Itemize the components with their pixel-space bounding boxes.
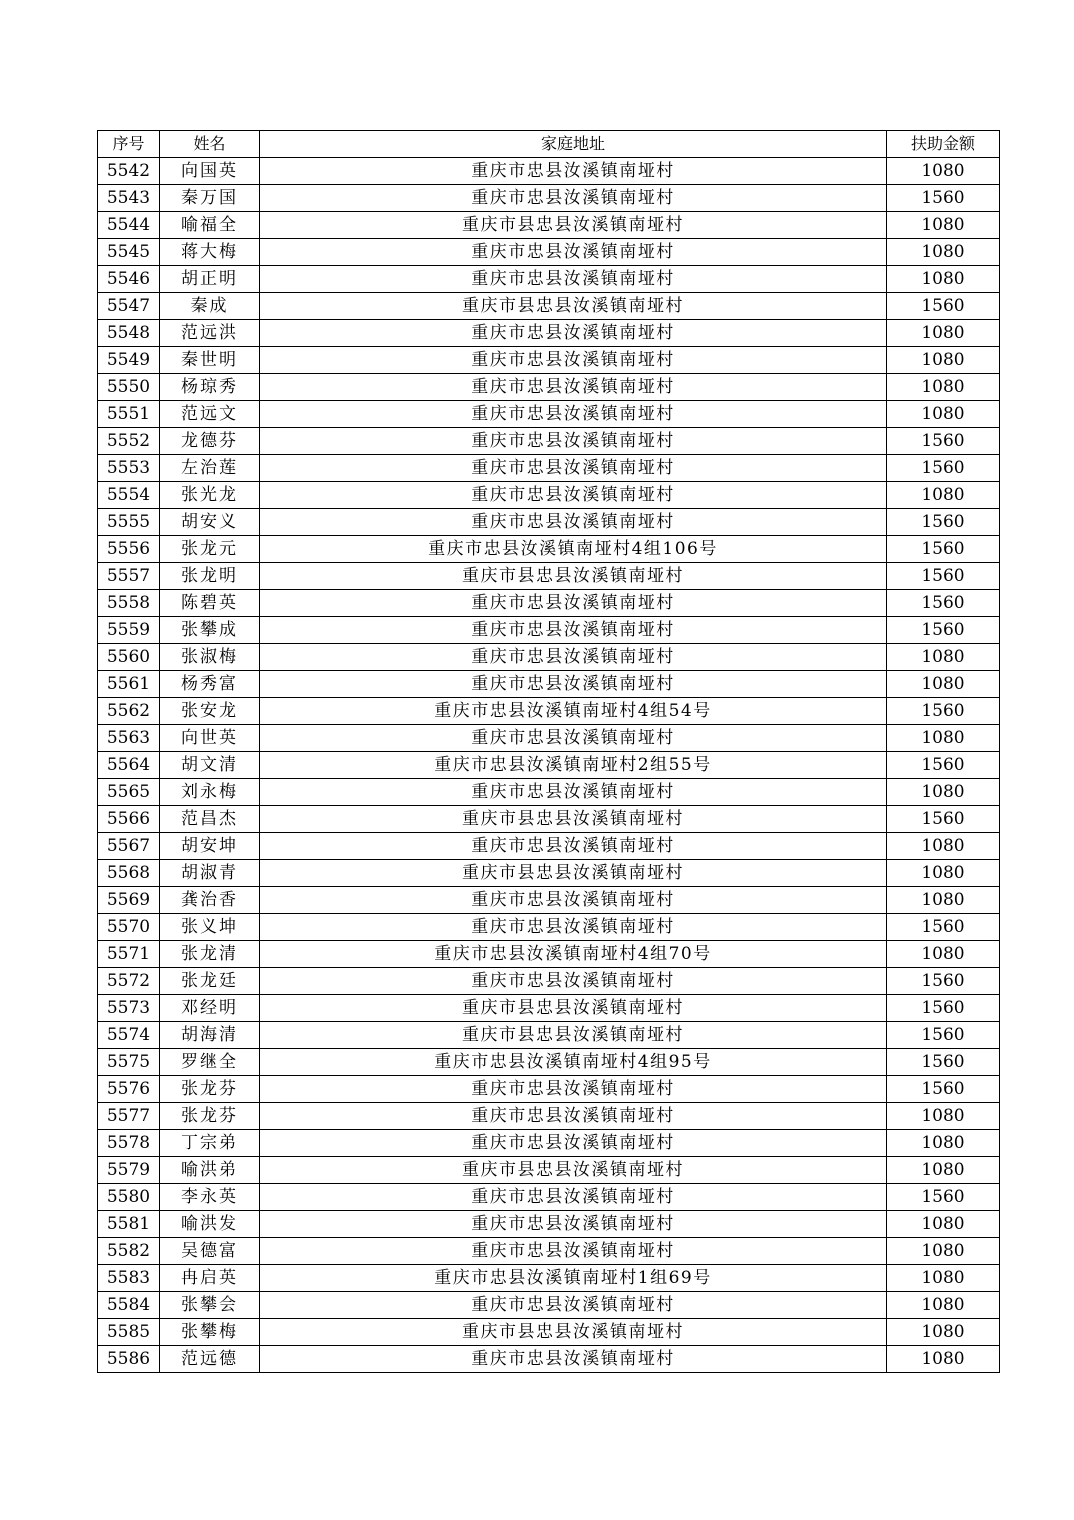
- cell-assistance-amount: 1080: [887, 482, 1000, 509]
- cell-home-address: 重庆市忠县汝溪镇南垭村: [260, 1346, 887, 1373]
- cell-serial-number: 5569: [98, 887, 160, 914]
- cell-assistance-amount: 1560: [887, 185, 1000, 212]
- cell-serial-number: 5572: [98, 968, 160, 995]
- cell-assistance-amount: 1080: [887, 1238, 1000, 1265]
- table-row: [98, 536, 1000, 563]
- cell-home-address: 重庆市忠县汝溪镇南垭村: [260, 968, 887, 995]
- cell-serial-number: 5563: [98, 725, 160, 752]
- table-row: [98, 293, 1000, 320]
- cell-assistance-amount: 1080: [887, 1346, 1000, 1373]
- cell-name: 李永英: [160, 1184, 260, 1211]
- cell-serial-number: 5560: [98, 644, 160, 671]
- cell-home-address: 重庆市县忠县汝溪镇南垭村: [260, 1022, 887, 1049]
- table-row: [98, 941, 1000, 968]
- cell-home-address: 重庆市忠县汝溪镇南垭村: [260, 320, 887, 347]
- cell-assistance-amount: 1080: [887, 1103, 1000, 1130]
- cell-name: 张龙芬: [160, 1076, 260, 1103]
- table-row: [98, 401, 1000, 428]
- cell-assistance-amount: 1560: [887, 698, 1000, 725]
- table-row: [98, 617, 1000, 644]
- cell-assistance-amount: 1560: [887, 509, 1000, 536]
- cell-serial-number: 5544: [98, 212, 160, 239]
- cell-serial-number: 5554: [98, 482, 160, 509]
- cell-serial-number: 5558: [98, 590, 160, 617]
- cell-serial-number: 5584: [98, 1292, 160, 1319]
- cell-serial-number: 5564: [98, 752, 160, 779]
- table-row: [98, 1022, 1000, 1049]
- cell-home-address: 重庆市忠县汝溪镇南垭村: [260, 644, 887, 671]
- cell-name: 胡海清: [160, 1022, 260, 1049]
- cell-assistance-amount: 1080: [887, 860, 1000, 887]
- cell-home-address: 重庆市忠县汝溪镇南垭村: [260, 914, 887, 941]
- cell-serial-number: 5557: [98, 563, 160, 590]
- cell-serial-number: 5543: [98, 185, 160, 212]
- cell-name: 陈碧英: [160, 590, 260, 617]
- cell-serial-number: 5566: [98, 806, 160, 833]
- table-row: [98, 1292, 1000, 1319]
- cell-home-address: 重庆市忠县汝溪镇南垭村: [260, 185, 887, 212]
- cell-serial-number: 5548: [98, 320, 160, 347]
- cell-name: 喻福全: [160, 212, 260, 239]
- cell-home-address: 重庆市忠县汝溪镇南垭村: [260, 428, 887, 455]
- cell-serial-number: 5568: [98, 860, 160, 887]
- cell-serial-number: 5586: [98, 1346, 160, 1373]
- table-row: [98, 455, 1000, 482]
- cell-home-address: 重庆市忠县汝溪镇南垭村: [260, 671, 887, 698]
- cell-home-address: 重庆市忠县汝溪镇南垭村: [260, 725, 887, 752]
- cell-assistance-amount: 1080: [887, 644, 1000, 671]
- cell-name: 张义坤: [160, 914, 260, 941]
- cell-home-address: 重庆市忠县汝溪镇南垭村: [260, 482, 887, 509]
- cell-serial-number: 5582: [98, 1238, 160, 1265]
- cell-name: 秦世明: [160, 347, 260, 374]
- cell-serial-number: 5555: [98, 509, 160, 536]
- cell-name: 杨秀富: [160, 671, 260, 698]
- cell-name: 向世英: [160, 725, 260, 752]
- table-row: [98, 968, 1000, 995]
- table-row: [98, 806, 1000, 833]
- cell-assistance-amount: 1080: [887, 401, 1000, 428]
- table-row: [98, 1319, 1000, 1346]
- cell-assistance-amount: 1560: [887, 1049, 1000, 1076]
- cell-serial-number: 5580: [98, 1184, 160, 1211]
- cell-home-address: 重庆市忠县汝溪镇南垭村: [260, 158, 887, 185]
- cell-serial-number: 5578: [98, 1130, 160, 1157]
- cell-assistance-amount: 1560: [887, 995, 1000, 1022]
- table-row: [98, 779, 1000, 806]
- cell-home-address: 重庆市忠县汝溪镇南垭村1组69号: [260, 1265, 887, 1292]
- cell-serial-number: 5551: [98, 401, 160, 428]
- cell-name: 张攀会: [160, 1292, 260, 1319]
- cell-assistance-amount: 1080: [887, 239, 1000, 266]
- table-row: [98, 914, 1000, 941]
- header-home-address: 家庭地址: [260, 131, 887, 158]
- table-row: [98, 725, 1000, 752]
- cell-name: 罗继全: [160, 1049, 260, 1076]
- cell-home-address: 重庆市县忠县汝溪镇南垭村: [260, 293, 887, 320]
- cell-assistance-amount: 1560: [887, 536, 1000, 563]
- table-row: [98, 698, 1000, 725]
- cell-assistance-amount: 1560: [887, 428, 1000, 455]
- cell-home-address: 重庆市忠县汝溪镇南垭村: [260, 401, 887, 428]
- cell-home-address: 重庆市忠县汝溪镇南垭村: [260, 239, 887, 266]
- table-row: [98, 1265, 1000, 1292]
- cell-home-address: 重庆市忠县汝溪镇南垭村: [260, 509, 887, 536]
- cell-name: 张攀成: [160, 617, 260, 644]
- table-row: [98, 347, 1000, 374]
- cell-assistance-amount: 1080: [887, 266, 1000, 293]
- table-row: [98, 1157, 1000, 1184]
- table-row: [98, 644, 1000, 671]
- table-row: [98, 374, 1000, 401]
- cell-home-address: 重庆市忠县汝溪镇南垭村: [260, 266, 887, 293]
- cell-assistance-amount: 1080: [887, 671, 1000, 698]
- cell-serial-number: 5576: [98, 1076, 160, 1103]
- cell-serial-number: 5567: [98, 833, 160, 860]
- cell-name: 左治莲: [160, 455, 260, 482]
- table-row: [98, 158, 1000, 185]
- header-assistance-amount: 扶助金额: [887, 131, 1000, 158]
- table-row: [98, 995, 1000, 1022]
- cell-name: 范昌杰: [160, 806, 260, 833]
- cell-serial-number: 5574: [98, 1022, 160, 1049]
- cell-assistance-amount: 1560: [887, 293, 1000, 320]
- cell-serial-number: 5579: [98, 1157, 160, 1184]
- cell-assistance-amount: 1560: [887, 968, 1000, 995]
- cell-name: 胡文清: [160, 752, 260, 779]
- cell-assistance-amount: 1560: [887, 752, 1000, 779]
- cell-home-address: 重庆市忠县汝溪镇南垭村: [260, 833, 887, 860]
- cell-name: 秦成: [160, 293, 260, 320]
- cell-home-address: 重庆市忠县汝溪镇南垭村4组70号: [260, 941, 887, 968]
- cell-serial-number: 5581: [98, 1211, 160, 1238]
- cell-serial-number: 5550: [98, 374, 160, 401]
- cell-home-address: 重庆市忠县汝溪镇南垭村: [260, 1184, 887, 1211]
- cell-home-address: 重庆市县忠县汝溪镇南垭村: [260, 806, 887, 833]
- cell-name: 龙德芬: [160, 428, 260, 455]
- cell-serial-number: 5583: [98, 1265, 160, 1292]
- cell-home-address: 重庆市忠县汝溪镇南垭村: [260, 1103, 887, 1130]
- table-row: [98, 1049, 1000, 1076]
- cell-name: 张安龙: [160, 698, 260, 725]
- cell-name: 胡安义: [160, 509, 260, 536]
- table-row: [98, 509, 1000, 536]
- cell-name: 胡安坤: [160, 833, 260, 860]
- cell-assistance-amount: 1080: [887, 212, 1000, 239]
- cell-name: 邓经明: [160, 995, 260, 1022]
- cell-name: 吴德富: [160, 1238, 260, 1265]
- cell-name: 胡淑青: [160, 860, 260, 887]
- cell-serial-number: 5565: [98, 779, 160, 806]
- table-row: [98, 671, 1000, 698]
- cell-home-address: 重庆市忠县汝溪镇南垭村4组95号: [260, 1049, 887, 1076]
- cell-home-address: 重庆市忠县汝溪镇南垭村: [260, 347, 887, 374]
- cell-name: 刘永梅: [160, 779, 260, 806]
- cell-serial-number: 5553: [98, 455, 160, 482]
- table-row: [98, 1238, 1000, 1265]
- table-row: [98, 860, 1000, 887]
- cell-serial-number: 5542: [98, 158, 160, 185]
- cell-home-address: 重庆市县忠县汝溪镇南垭村: [260, 1319, 887, 1346]
- cell-assistance-amount: 1560: [887, 455, 1000, 482]
- table-row: [98, 833, 1000, 860]
- table-row: [98, 1346, 1000, 1373]
- cell-home-address: 重庆市忠县汝溪镇南垭村: [260, 617, 887, 644]
- table-row: [98, 1130, 1000, 1157]
- cell-name: 蒋大梅: [160, 239, 260, 266]
- cell-home-address: 重庆市忠县汝溪镇南垭村: [260, 1076, 887, 1103]
- cell-name: 范远德: [160, 1346, 260, 1373]
- cell-name: 向国英: [160, 158, 260, 185]
- cell-assistance-amount: 1080: [887, 320, 1000, 347]
- table-row: [98, 752, 1000, 779]
- cell-serial-number: 5577: [98, 1103, 160, 1130]
- cell-assistance-amount: 1080: [887, 1211, 1000, 1238]
- cell-home-address: 重庆市忠县汝溪镇南垭村: [260, 1292, 887, 1319]
- cell-name: 范远洪: [160, 320, 260, 347]
- table-row: [98, 1076, 1000, 1103]
- cell-home-address: 重庆市忠县汝溪镇南垭村: [260, 1130, 887, 1157]
- cell-assistance-amount: 1560: [887, 914, 1000, 941]
- table-row: [98, 266, 1000, 293]
- cell-name: 张龙元: [160, 536, 260, 563]
- table-row: [98, 212, 1000, 239]
- table-row: [98, 428, 1000, 455]
- cell-name: 张龙清: [160, 941, 260, 968]
- table-row: [98, 590, 1000, 617]
- table-row: [98, 1211, 1000, 1238]
- cell-assistance-amount: 1560: [887, 1022, 1000, 1049]
- cell-assistance-amount: 1080: [887, 1130, 1000, 1157]
- cell-assistance-amount: 1080: [887, 887, 1000, 914]
- cell-home-address: 重庆市县忠县汝溪镇南垭村: [260, 563, 887, 590]
- cell-name: 丁宗弟: [160, 1130, 260, 1157]
- cell-home-address: 重庆市忠县汝溪镇南垭村: [260, 590, 887, 617]
- cell-assistance-amount: 1560: [887, 563, 1000, 590]
- cell-assistance-amount: 1080: [887, 1292, 1000, 1319]
- cell-name: 胡正明: [160, 266, 260, 293]
- cell-home-address: 重庆市忠县汝溪镇南垭村: [260, 1211, 887, 1238]
- cell-home-address: 重庆市忠县汝溪镇南垭村: [260, 374, 887, 401]
- cell-name: 张淑梅: [160, 644, 260, 671]
- cell-home-address: 重庆市县忠县汝溪镇南垭村: [260, 1157, 887, 1184]
- cell-home-address: 重庆市忠县汝溪镇南垭村: [260, 779, 887, 806]
- cell-name: 范远文: [160, 401, 260, 428]
- cell-name: 张光龙: [160, 482, 260, 509]
- table-row: [98, 482, 1000, 509]
- cell-assistance-amount: 1080: [887, 779, 1000, 806]
- cell-home-address: 重庆市忠县汝溪镇南垭村: [260, 455, 887, 482]
- cell-name: 张龙明: [160, 563, 260, 590]
- table-row: [98, 563, 1000, 590]
- cell-home-address: 重庆市县忠县汝溪镇南垭村: [260, 860, 887, 887]
- cell-home-address: 重庆市忠县汝溪镇南垭村2组55号: [260, 752, 887, 779]
- cell-assistance-amount: 1080: [887, 941, 1000, 968]
- cell-name: 冉启英: [160, 1265, 260, 1292]
- cell-serial-number: 5546: [98, 266, 160, 293]
- cell-serial-number: 5562: [98, 698, 160, 725]
- cell-serial-number: 5561: [98, 671, 160, 698]
- table-row: [98, 320, 1000, 347]
- cell-assistance-amount: 1080: [887, 374, 1000, 401]
- table-body: [98, 158, 1000, 1373]
- table-row: [98, 239, 1000, 266]
- cell-serial-number: 5556: [98, 536, 160, 563]
- cell-name: 龚治香: [160, 887, 260, 914]
- table-header-row: [98, 131, 1000, 158]
- table-row: [98, 1184, 1000, 1211]
- cell-serial-number: 5585: [98, 1319, 160, 1346]
- cell-serial-number: 5573: [98, 995, 160, 1022]
- cell-home-address: 重庆市县忠县汝溪镇南垭村: [260, 212, 887, 239]
- cell-home-address: 重庆市忠县汝溪镇南垭村4组106号: [260, 536, 887, 563]
- cell-assistance-amount: 1560: [887, 1184, 1000, 1211]
- cell-assistance-amount: 1560: [887, 806, 1000, 833]
- cell-assistance-amount: 1080: [887, 1319, 1000, 1346]
- cell-name: 喻洪弟: [160, 1157, 260, 1184]
- cell-assistance-amount: 1080: [887, 1265, 1000, 1292]
- header-name: 姓名: [160, 131, 260, 158]
- cell-assistance-amount: 1560: [887, 590, 1000, 617]
- cell-name: 秦万国: [160, 185, 260, 212]
- cell-home-address: 重庆市忠县汝溪镇南垭村: [260, 1238, 887, 1265]
- cell-home-address: 重庆市忠县汝溪镇南垭村: [260, 887, 887, 914]
- cell-home-address: 重庆市忠县汝溪镇南垭村4组54号: [260, 698, 887, 725]
- cell-serial-number: 5571: [98, 941, 160, 968]
- cell-serial-number: 5547: [98, 293, 160, 320]
- table-row: [98, 1103, 1000, 1130]
- table-row: [98, 185, 1000, 212]
- cell-name: 杨琼秀: [160, 374, 260, 401]
- cell-name: 张龙芬: [160, 1103, 260, 1130]
- header-serial-number: 序号: [98, 131, 160, 158]
- assistance-roster-table: [97, 130, 1000, 1373]
- cell-serial-number: 5549: [98, 347, 160, 374]
- cell-serial-number: 5552: [98, 428, 160, 455]
- cell-serial-number: 5570: [98, 914, 160, 941]
- cell-assistance-amount: 1080: [887, 725, 1000, 752]
- cell-serial-number: 5575: [98, 1049, 160, 1076]
- cell-assistance-amount: 1080: [887, 158, 1000, 185]
- cell-assistance-amount: 1080: [887, 347, 1000, 374]
- cell-assistance-amount: 1080: [887, 1157, 1000, 1184]
- cell-home-address: 重庆市县忠县汝溪镇南垭村: [260, 995, 887, 1022]
- table-row: [98, 887, 1000, 914]
- cell-assistance-amount: 1080: [887, 833, 1000, 860]
- cell-name: 喻洪发: [160, 1211, 260, 1238]
- cell-name: 张龙廷: [160, 968, 260, 995]
- cell-assistance-amount: 1560: [887, 1076, 1000, 1103]
- cell-serial-number: 5559: [98, 617, 160, 644]
- cell-serial-number: 5545: [98, 239, 160, 266]
- cell-assistance-amount: 1560: [887, 617, 1000, 644]
- cell-name: 张攀梅: [160, 1319, 260, 1346]
